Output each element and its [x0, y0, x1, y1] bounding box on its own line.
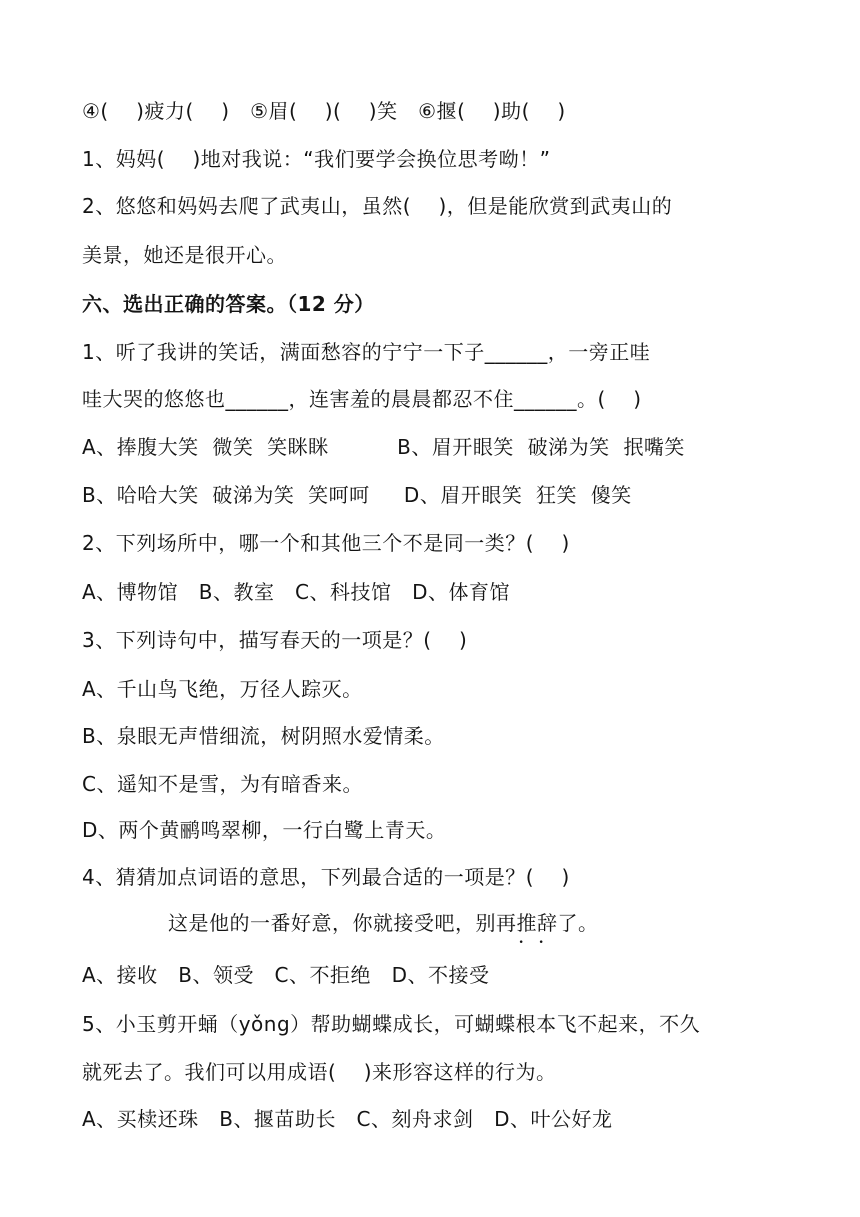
answer-options: A、接收 B、领受 C、不拒绝 D、不接受	[82, 963, 490, 987]
question-text: 5、小玉剪开蛹（yǒng）帮助蝴蝶成长，可蝴蝶根本飞不起来，不久	[82, 1012, 701, 1036]
question-text: 1、听了我讲的笑话，满面愁容的宁宁一下子______，一旁正哇	[82, 340, 651, 364]
fill-idioms-line: ④( )疲力( ) ⑤眉( )( )笑 ⑥揠( )助( )	[82, 99, 566, 123]
sentence-text: 了。	[557, 911, 599, 935]
answer-option: C、遥知不是雪，为有暗香来。	[82, 772, 363, 796]
answer-options: A、捧腹大笑 微笑 笑眯眯 B、眉开眼笑 破涕为笑 抿嘴笑	[82, 435, 685, 459]
example-sentence	[168, 910, 599, 936]
question-text: 美景，她还是很开心。	[82, 243, 287, 267]
section-title: 六、选出正确的答案。（12 分）	[82, 292, 375, 316]
answer-option: A、千山鸟飞绝，万径人踪灭。	[82, 677, 363, 701]
question-text: 哇大哭的悠悠也______，连害羞的晨晨都忍不住______。( )	[82, 387, 642, 411]
answer-options: B、哈哈大笑 破涕为笑 笑呵呵 D、眉开眼笑 狂笑 傻笑	[82, 483, 632, 507]
question-text: 3、下列诗句中，描写春天的一项是？( )	[82, 628, 468, 652]
answer-options: A、买椟还珠 B、揠苗助长 C、刻舟求剑 D、叶公好龙	[82, 1107, 613, 1131]
question-text: 就死去了。我们可以用成语( )来形容这样的行为。	[82, 1060, 557, 1084]
answer-option: D、两个黄鹂鸣翠柳，一行白鹭上青天。	[82, 818, 447, 842]
answer-options: A、博物馆 B、教室 C、科技馆 D、体育馆	[82, 580, 510, 604]
question-text: 1、妈妈( )地对我说：“我们要学会换位思考呦！”	[82, 147, 551, 171]
question-text: 2、下列场所中，哪一个和其他三个不是同一类？( )	[82, 531, 570, 555]
question-text: 4、猜猜加点词语的意思，下列最合适的一项是？( )	[82, 865, 570, 889]
sentence-text: 这是他的一番好意，你就接受吧，别再	[168, 911, 517, 935]
question-text: 2、悠悠和妈妈去爬了武夷山，虽然( )，但是能欣赏到武夷山的	[82, 194, 673, 218]
dotted-word: 推辞 • •	[517, 910, 558, 936]
answer-option: B、泉眼无声惜细流，树阴照水爱情柔。	[82, 724, 445, 748]
